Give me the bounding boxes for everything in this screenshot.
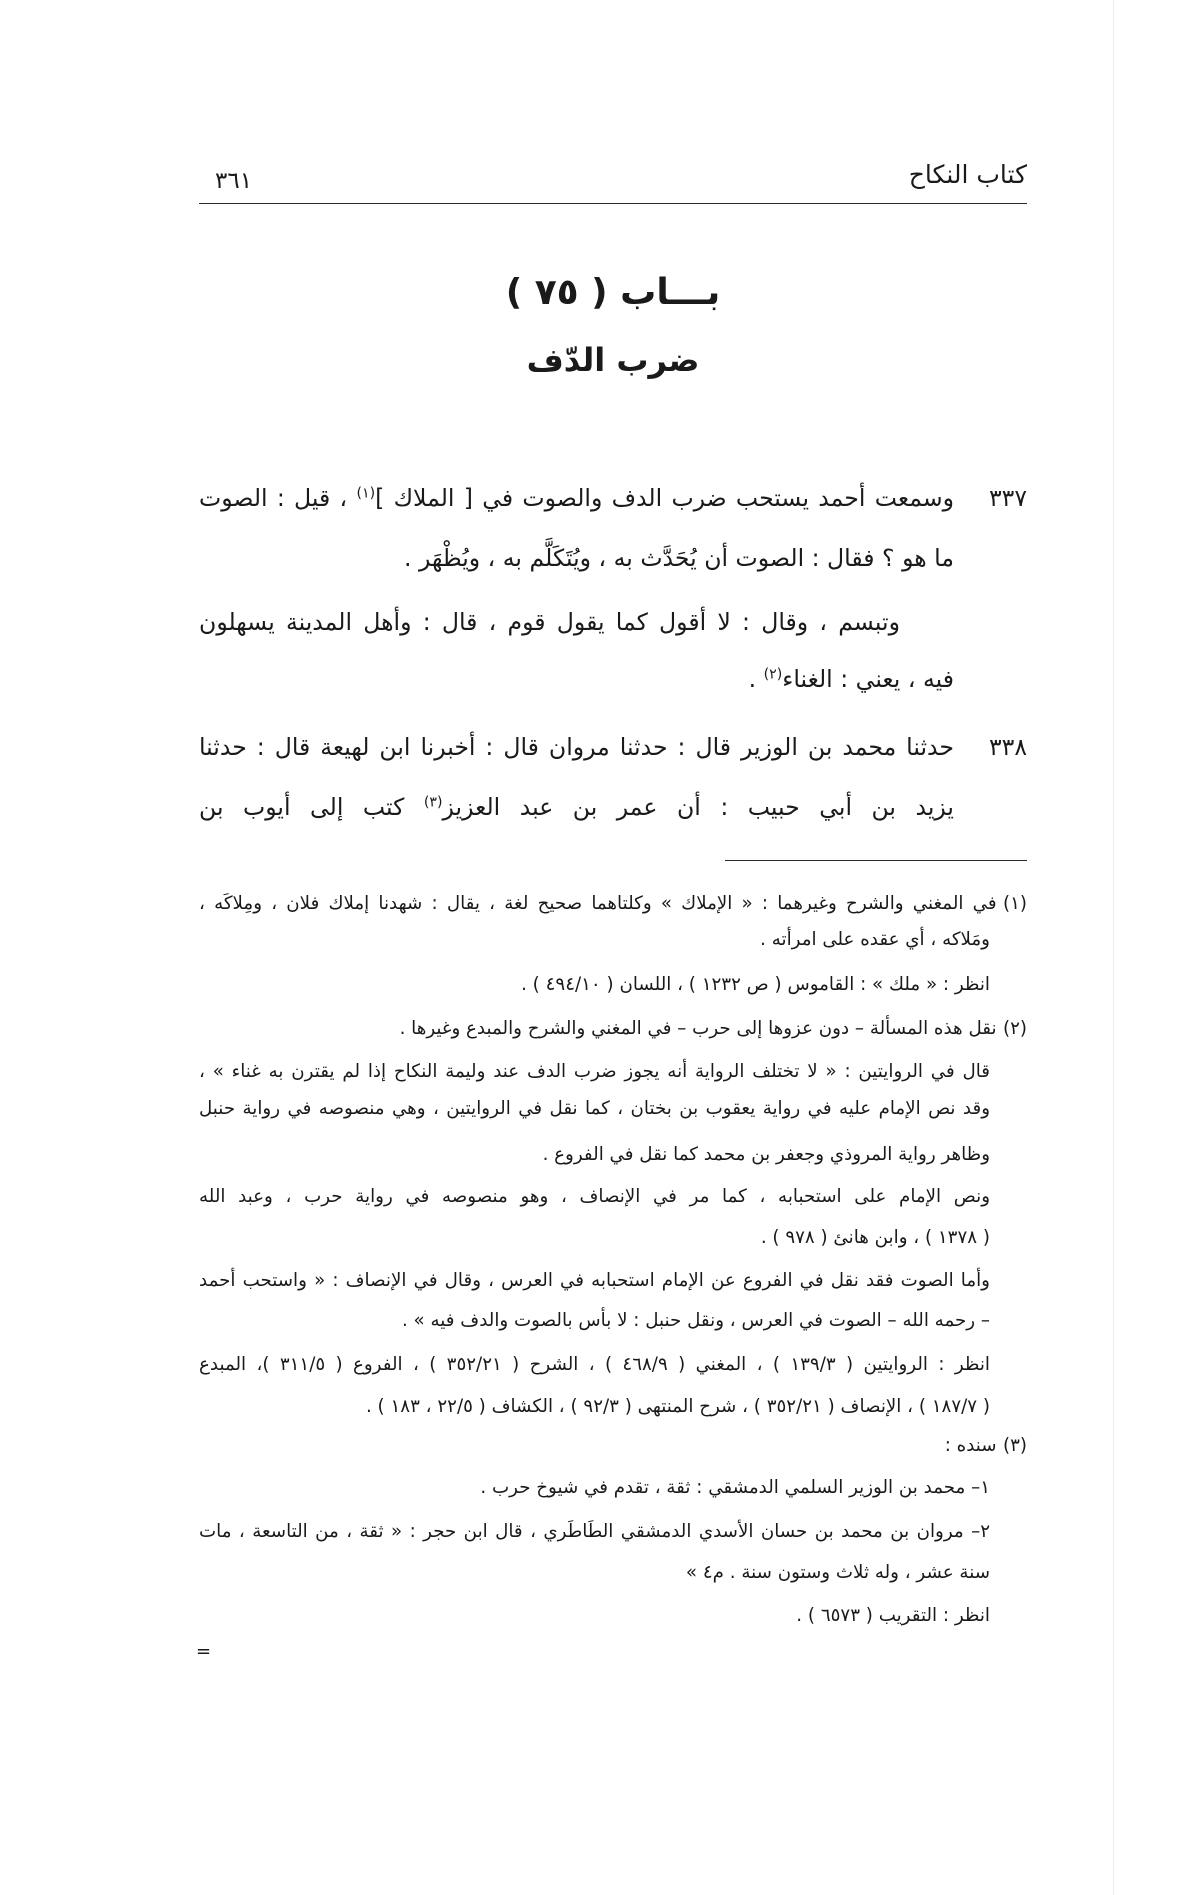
footnote-3-line-5-text: انظر : التقريب ( ٦٥٧٣ ) .: [796, 1605, 990, 1626]
footnote-2-line-2-text: قال في الروايتين : « لا تختلف الرواية أنه يجوز ضرب الدف عند وليمة النكاح إذا لم يقترن به غناء » ،: [199, 1061, 990, 1082]
footnote-1-line-3: [199, 969, 1027, 1001]
footnote-2-line-4-text: وظاهر رواية المروذي وجعفر بن محمد كما نقل في الفروع .: [542, 1144, 990, 1165]
item-338-line-2-text: [199, 793, 954, 821]
footnote-2-line-7-text: وأما الصوت فقد نقل في الفروع عن الإمام استحبابه في العرس ، وقال في الإنصاف : « واستحب أحمد: [199, 1270, 990, 1291]
item-338-line-2: [199, 785, 1027, 829]
running-header: كتاب النكاح: [908, 160, 1027, 189]
item-338-line-1: [199, 725, 1027, 769]
item-337-line-1: [199, 476, 1027, 520]
text-segment: نقل هذه المسألة – دون عزوها إلى حرب – في المغني والشرح والمبدع وغيرها .: [399, 1018, 997, 1039]
footnote-3-line-2-text: ١– محمد بن الوزير السلمي الدمشقي : ثقة ، تقدم في شيوخ حرب .: [480, 1477, 990, 1498]
footnote-separator: [725, 860, 1027, 861]
page-number: ٣٦١: [215, 168, 253, 194]
footnote-2-line-9: [199, 1349, 1027, 1381]
footnote-2-line-4: [199, 1139, 1027, 1171]
footnote-2-line-2: [199, 1056, 1027, 1088]
footnote-reference-1: (١): [356, 485, 376, 502]
footnote-2-line-6: [199, 1222, 1027, 1254]
continuation-mark: =: [196, 1641, 212, 1662]
item-338-line-1-text: حدثنا محمد بن الوزير قال : حدثنا مروان قال : أخبرنا ابن لهيعة قال : حدثنا: [199, 733, 954, 761]
footnote-2-line-10: [199, 1391, 1027, 1423]
footnote-3-line-4: [199, 1557, 1027, 1589]
text-segment: في المغني والشرح وغيرهما : « الإملاك » وكلتاهما صحيح لغة ، يقال : شهدنا إملاك فلان ، ومِلاكَه ،: [199, 893, 997, 914]
footnote-2-line-3: [199, 1093, 1027, 1125]
footnote-2-line-5: [199, 1181, 1027, 1213]
chapter-heading: بـــاب ( ٧٥ ): [505, 272, 721, 313]
footnote-2-line-5-text: ونص الإمام على استحبابه ، كما مر في الإنصاف ، وهو منصوصه في رواية حرب ، وعبد الله: [199, 1186, 990, 1207]
footnote-3-line-2: [199, 1472, 1027, 1504]
text-segment: يزيد بن أبي حبيب : أن عمر بن عبد العزيز: [442, 793, 954, 821]
item-number-338: ٣٣٨: [989, 733, 1027, 761]
paragraph-line-2-text: [749, 665, 954, 693]
paragraph-line-1-text: وتبسم ، وقال : لا أقول كما يقول قوم ، قال : وأهل المدينة يسهلون: [199, 608, 900, 636]
header-rule: [199, 203, 1027, 204]
text-segment: سنده :: [944, 1435, 997, 1456]
paragraph-line-1: [199, 600, 1027, 644]
text-segment: .: [748, 665, 764, 693]
footnote-3-line-1: [199, 1430, 1027, 1462]
footnote-1-line-2: [199, 924, 1027, 956]
footnote-2-line-10-text: ( ١٨٧/٧ ) ، الإنصاف ( ٣٥٢/٢١ ) ، شرح المنتهى ( ٩٢/٣ ) ، الكشاف ( ٢٢/٥ ، ١٨٣ ) .: [365, 1396, 990, 1417]
text-segment: كتب إلى أيوب بن: [199, 793, 424, 821]
footnote-1-line-2-text: ومَلاكه ، أي عقده على امرأته .: [760, 929, 990, 950]
text-segment: فيه ، يعني : الغناء: [782, 665, 954, 693]
footnote-reference-2: (٢): [763, 666, 783, 683]
footnote-2-line-1: [199, 1013, 1027, 1045]
paragraph-line-2: [199, 657, 1027, 701]
item-337-line-2-text: ما هو ؟ فقال : الصوت أن يُحَدَّث به ، ويُتَكَلَّم به ، ويُظْهَر .: [404, 544, 954, 572]
footnote-2-line-6-text: ( ١٣٧٨ ) ، وابن هانئ ( ٩٧٨ ) .: [760, 1227, 990, 1248]
footnote-1-line-1: [199, 888, 1027, 920]
item-337-line-1-text: [199, 484, 954, 512]
footnote-2-line-9-text: انظر : الروايتين ( ١٣٩/٣ ) ، المغني ( ٤٦٨/٩ ) ، الشرح ( ٣٥٢/٢١ ) ، الفروع ( ٣١١/٥ )، المبدع: [199, 1354, 990, 1375]
footnote-marker-2: (٢): [1002, 1018, 1027, 1039]
item-number-337: ٣٣٧: [989, 484, 1027, 512]
footnote-marker-3: (٣): [1002, 1435, 1027, 1456]
footnote-1-line-1-text: [199, 893, 1027, 914]
footnote-3-line-1-text: [945, 1435, 1027, 1456]
item-337-line-2: [199, 536, 1027, 580]
chapter-title: ضرب الدّف: [526, 341, 700, 379]
footnote-3-line-4-text: سنة عشر ، وله ثلاث وستون سنة . م٤ »: [685, 1562, 990, 1583]
footnote-3-line-3-text: ٢– مروان بن محمد بن حسان الأسدي الدمشقي الطَاطَري ، قال ابن حجر : « ثقة ، من التاسعة ، مات: [199, 1521, 990, 1542]
text-segment: وسمعت أحمد يستحب ضرب الدف والصوت في [ الملاك ]: [375, 484, 954, 512]
footnote-2-line-8: [199, 1305, 1027, 1337]
footnote-reference-3: (٣): [423, 794, 443, 811]
footnote-1-line-3-text: انظر : « ملك » : القاموس ( ص ١٢٣٢ ) ، اللسان ( ٤٩٤/١٠ ) .: [521, 974, 990, 995]
footnote-marker-1: (١): [1002, 893, 1027, 914]
footnote-2-line-3-text: وقد نص الإمام عليه في رواية يعقوب بن بختان ، كما نقل في الروايتين ، وهي منصوصه في رواية حنبل: [199, 1098, 990, 1119]
footnote-2-line-7: [199, 1265, 1027, 1297]
footnote-3-line-5: [199, 1600, 1027, 1632]
scan-edge-line: [1113, 0, 1114, 1895]
footnote-2-line-8-text: – رحمه الله – الصوت في العرس ، ونقل حنبل : لا بأس بالصوت والدف فيه » .: [401, 1310, 990, 1331]
footnote-2-line-1-text: [400, 1018, 1027, 1039]
text-segment: ، قيل : الصوت: [199, 484, 357, 512]
footnote-3-line-3: [199, 1516, 1027, 1548]
